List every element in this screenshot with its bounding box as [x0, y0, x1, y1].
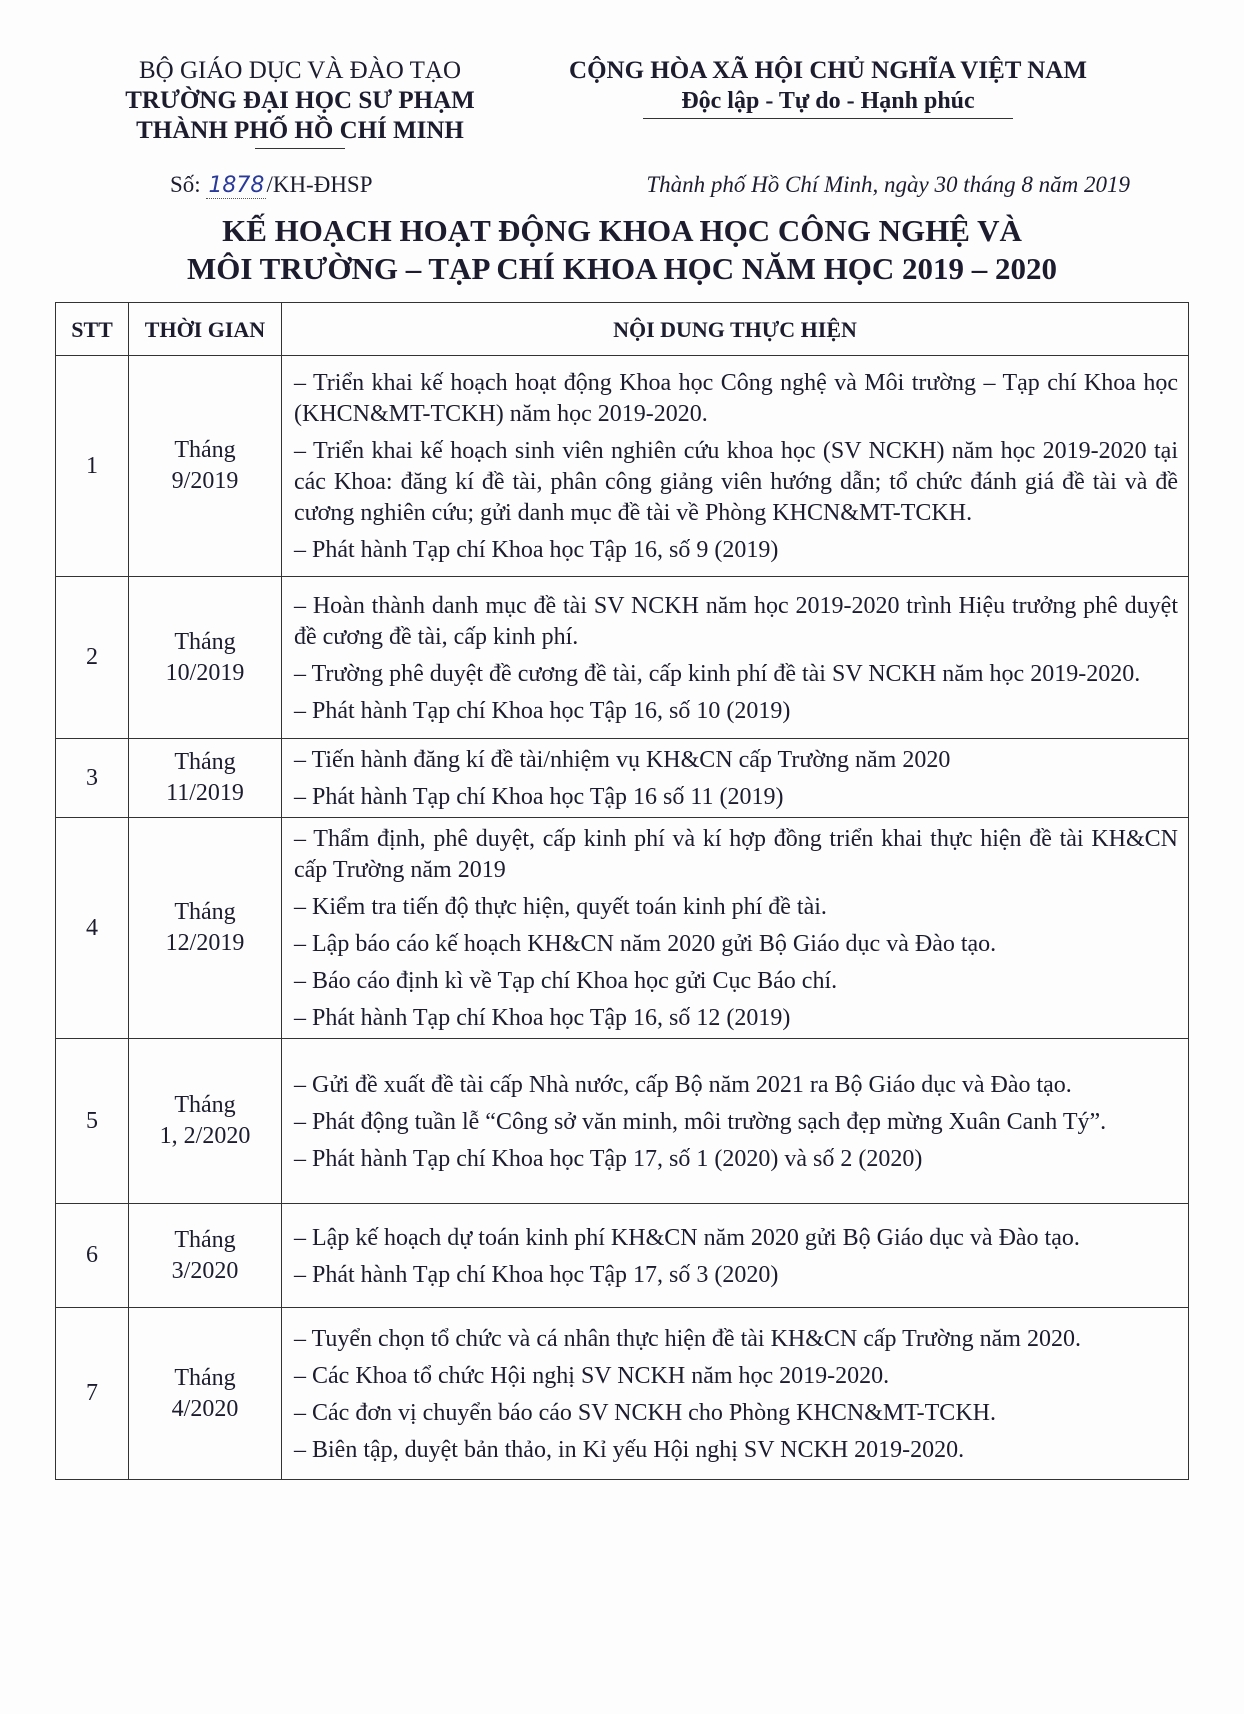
header-content: NỘI DUNG THỰC HIỆN [282, 303, 1189, 356]
row-content [282, 1204, 1189, 1308]
row-stt: 1 [56, 356, 129, 577]
content-item: – Phát hành Tạp chí Khoa học Tập 16, số 12 (2019) [294, 1005, 791, 1031]
row-stt: 7 [56, 1308, 129, 1480]
row-time [129, 818, 282, 1039]
row-time-label: Tháng [174, 1226, 236, 1253]
row-stt: 4 [56, 818, 129, 1039]
content-item: – Gửi đề xuất đề tài cấp Nhà nước, cấp Bộ năm 2021 ra Bộ Giáo dục và Đào tạo. [294, 1071, 1072, 1098]
document-title [60, 212, 1184, 288]
content-item: – Phát hành Tạp chí Khoa học Tập 16 số 11 (2019) [294, 784, 784, 810]
content-item: – Phát hành Tạp chí Khoa học Tập 16, số 9 (2019) [294, 537, 779, 563]
content-item: – Lập báo cáo kế hoạch KH&CN năm 2020 gửi Bộ Giáo dục và Đào tạo. [294, 931, 997, 957]
row-time-label: Tháng [174, 1092, 236, 1118]
content-item: – Báo cáo định kì về Tạp chí Khoa học gửi Cục Báo chí. [294, 968, 838, 994]
content-item: – Phát hành Tạp chí Khoa học Tập 17, số 3 (2020) [294, 1261, 779, 1288]
content-item: – Thẩm định, phê duyệt, cấp kinh phí và kí hợp đồng triển khai thực hiện đề tài KH&CN cấp Trường năm 2019 [294, 826, 1178, 883]
content-item: – Phát hành Tạp chí Khoa học Tập 17, số 1 (2020) và số 2 (2020) [294, 1145, 923, 1172]
content-item: – Trường phê duyệt đề cương đề tài, cấp kinh phí đề tài SV NCKH năm học 2019-2020. [294, 660, 1141, 687]
row-time-label: Tháng [174, 749, 236, 775]
document-number-suffix: /KH-ĐHSP [266, 172, 373, 197]
content-item: – Triển khai kế hoạch hoạt động Khoa học Công nghệ và Môi trường – Tạp chí Khoa học (KHCN&MT-TCKH) năm học 2019-2020. [294, 370, 1178, 427]
header-stt: STT [56, 303, 129, 356]
row-time [129, 1204, 282, 1308]
content-item: – Tiến hành đăng kí đề tài/nhiệm vụ KH&CN cấp Trường năm 2020 [294, 747, 951, 773]
row-time-value: 11/2019 [166, 780, 244, 806]
content-item: – Kiểm tra tiến độ thực hiện, quyết toán kinh phí đề tài. [294, 894, 827, 920]
table-row [56, 1204, 1189, 1308]
place-and-date: Thành phố Hồ Chí Minh, ngày 30 tháng 8 năm 2019 [646, 172, 1130, 197]
row-content [282, 818, 1189, 1039]
row-stt: 5 [56, 1039, 129, 1204]
row-time-label: Tháng [174, 628, 236, 655]
row-time-value: 12/2019 [165, 930, 245, 956]
row-time-value: 9/2019 [171, 468, 239, 494]
school-name-line1: TRƯỜNG ĐẠI HỌC SƯ PHẠM [125, 87, 475, 114]
ministry-name: BỘ GIÁO DỤC VÀ ĐÀO TẠO [139, 57, 461, 84]
content-item: – Triển khai kế hoạch sinh viên nghiên cứu khoa học (SV NCKH) năm học 2019-2020 tại các Khoa: đăng kí đề tài, phân công giảng viên hướng dẫn; tổ chức đánh giá đề tài và đề cương nghiên cứu; gửi danh mục đề tài về Phòng KHCN&MT-TCKH. [294, 438, 1178, 526]
row-time-value: 10/2019 [165, 659, 245, 686]
row-time-label: Tháng [174, 437, 236, 463]
row-time-value: 3/2020 [171, 1257, 239, 1284]
plan-table [55, 302, 1189, 1480]
row-time-value: 1, 2/2020 [159, 1123, 251, 1149]
row-time [129, 739, 282, 818]
row-time-label: Tháng [174, 1364, 236, 1391]
table-row [56, 356, 1189, 577]
document-number [170, 172, 373, 198]
header-time: THỜI GIAN [129, 303, 282, 356]
row-content [282, 577, 1189, 739]
national-heading [548, 56, 1108, 119]
row-stt: 2 [56, 577, 129, 739]
document-number-value: 1878 [208, 173, 265, 198]
row-time [129, 1308, 282, 1480]
issuer-block [110, 56, 490, 149]
row-stt: 6 [56, 1204, 129, 1308]
document-number-prefix: Số: [170, 172, 201, 197]
row-time [129, 1039, 282, 1204]
row-stt: 3 [56, 739, 129, 818]
table-row [56, 1308, 1189, 1480]
row-time [129, 577, 282, 739]
row-time [129, 356, 282, 577]
title-line1: KẾ HOẠCH HOẠT ĐỘNG KHOA HỌC CÔNG NGHỆ VÀ [222, 213, 1022, 248]
row-content [282, 1308, 1189, 1480]
content-item: – Các đơn vị chuyển báo cáo SV NCKH cho Phòng KHCN&MT-TCKH. [294, 1399, 996, 1426]
issuer-underline [255, 148, 345, 149]
motto-underline [643, 118, 1013, 119]
content-item: – Lập kế hoạch dự toán kinh phí KH&CN năm 2020 gửi Bộ Giáo dục và Đào tạo. [294, 1224, 1080, 1251]
table-row [56, 1039, 1189, 1204]
row-content [282, 1039, 1189, 1204]
title-line2: MÔI TRƯỜNG – TẠP CHÍ KHOA HỌC NĂM HỌC 2019 – 2020 [186, 251, 1058, 286]
table-row [56, 577, 1189, 739]
row-time-value: 4/2020 [171, 1395, 239, 1422]
row-content [282, 739, 1189, 818]
school-name-line2: THÀNH PHỐ HỒ CHÍ MINH [136, 117, 464, 144]
country-name: CỘNG HÒA XÃ HỘI CHỦ NGHĨA VIỆT NAM [569, 57, 1087, 84]
content-item: – Biên tập, duyệt bản thảo, in Kỉ yếu Hội nghị SV NCKH 2019-2020. [294, 1436, 965, 1463]
table-row [56, 818, 1189, 1039]
table-header-row [56, 303, 1189, 356]
content-item: – Phát động tuần lễ “Công sở văn minh, môi trường sạch đẹp mừng Xuân Canh Tý”. [294, 1108, 1107, 1135]
content-item: – Tuyển chọn tổ chức và cá nhân thực hiện đề tài KH&CN cấp Trường năm 2020. [294, 1325, 1081, 1352]
content-item: – Hoàn thành danh mục đề tài SV NCKH năm học 2019-2020 trình Hiệu trưởng phê duyệt đề cương đề tài, cấp kinh phí. [294, 592, 1178, 650]
row-time-label: Tháng [174, 899, 236, 925]
row-content [282, 356, 1189, 577]
content-item: – Phát hành Tạp chí Khoa học Tập 16, số 10 (2019) [294, 697, 791, 724]
content-item: – Các Khoa tổ chức Hội nghị SV NCKH năm học 2019-2020. [294, 1362, 890, 1389]
national-motto: Độc lập - Tự do - Hạnh phúc [681, 88, 975, 114]
table-row [56, 739, 1189, 818]
